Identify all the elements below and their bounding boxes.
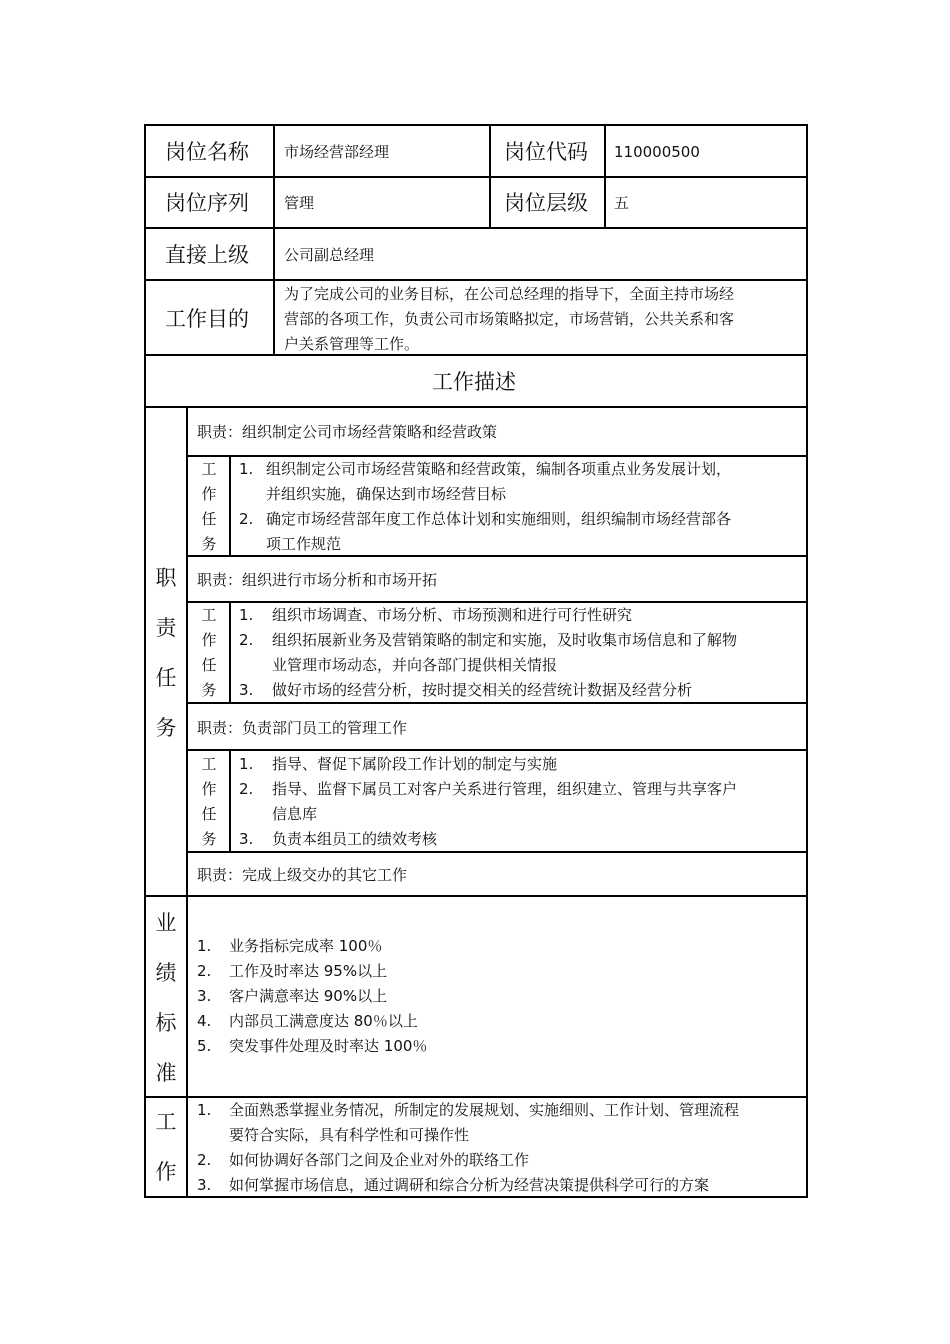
- task-line: 项工作规范: [266, 535, 342, 553]
- purpose-line: 户关系管理等工作。: [284, 335, 420, 353]
- post-code-label: 岗位代码: [504, 140, 588, 164]
- performance-side-label: 业 绩 标 准: [155, 911, 177, 1085]
- difficulty-line: 如何掌握市场信息，通过调研和综合分析为经营决策提供科学可行的方案: [229, 1176, 710, 1194]
- performance-number: 4.: [197, 1012, 212, 1030]
- table-border: [273, 124, 275, 356]
- post-name-value: 市场经营部经理: [284, 143, 390, 161]
- performance-item: 工作及时率达 95%以上: [229, 962, 388, 980]
- table-border: [186, 702, 808, 704]
- task-line: 信息库: [272, 805, 318, 823]
- work-description-title: 工作描述: [432, 370, 516, 394]
- table-border: [144, 124, 146, 1198]
- task-number: 2.: [239, 780, 254, 798]
- table-border: [806, 124, 808, 1198]
- task-number: 3.: [239, 681, 254, 699]
- table-border: [144, 1096, 808, 1098]
- duty-title: 职责：组织制定公司市场经营策略和经营政策: [197, 423, 498, 441]
- post-seq-value: 管理: [284, 194, 315, 212]
- task-label: 工 作 任 务: [201, 460, 217, 553]
- performance-number: 5.: [197, 1037, 212, 1055]
- post-name-label: 岗位名称: [165, 140, 249, 164]
- table-border: [186, 749, 808, 751]
- task-label: 工 作 任 务: [201, 606, 217, 699]
- difficulty-number: 2.: [197, 1151, 212, 1169]
- table-border: [144, 1196, 808, 1198]
- task-line: 确定市场经营部年度工作总体计划和实施细则，组织编制市场经营部各: [266, 510, 732, 528]
- table-border: [489, 124, 491, 229]
- table-border: [144, 354, 808, 356]
- task-line: 组织拓展新业务及营销策略的制定和实施，及时收集市场信息和了解物: [272, 631, 738, 649]
- table-border: [144, 176, 808, 178]
- purpose-label: 工作目的: [165, 307, 249, 331]
- difficulty-number: 1.: [197, 1101, 212, 1119]
- superior-label: 直接上级: [165, 243, 249, 267]
- table-border: [186, 555, 808, 557]
- table-border: [229, 455, 231, 557]
- task-line: 业管理市场动态，并向各部门提供相关情报: [272, 656, 558, 674]
- performance-item: 业务指标完成率 100％: [229, 937, 383, 955]
- difficulty-line: 要符合实际，具有科学性和可操作性: [229, 1126, 470, 1144]
- table-border: [604, 124, 606, 229]
- performance-number: 2.: [197, 962, 212, 980]
- duties-side-label: 职 责 任 务: [155, 566, 177, 740]
- task-line: 组织制定公司市场经营策略和经营政策，编制各项重点业务发展计划，: [266, 460, 732, 478]
- difficulty-line: 如何协调好各部门之间及企业对外的联络工作: [229, 1151, 530, 1169]
- superior-value: 公司副总经理: [284, 246, 375, 264]
- task-line: 指导、督促下属阶段工作计划的制定与实施: [272, 755, 558, 773]
- table-border: [229, 601, 231, 704]
- difficulties-side-label: 工 作: [155, 1110, 177, 1184]
- performance-number: 1.: [197, 937, 212, 955]
- performance-item: 内部员工满意度达 80％以上: [229, 1012, 418, 1030]
- task-line: 指导、监督下属员工对客户关系进行管理，组织建立、管理与共享客户: [272, 780, 738, 798]
- post-code-value: 110000500: [614, 143, 700, 161]
- task-number: 2.: [239, 510, 254, 528]
- post-level-label: 岗位层级: [504, 191, 588, 215]
- table-border: [144, 227, 808, 229]
- task-number: 1.: [239, 460, 254, 478]
- table-border: [144, 895, 808, 897]
- task-number: 2.: [239, 631, 254, 649]
- post-seq-label: 岗位序列: [165, 191, 249, 215]
- task-label: 工 作 任 务: [201, 755, 217, 848]
- performance-item: 突发事件处理及时率达 100％: [229, 1037, 428, 1055]
- task-line: 做好市场的经营分析，按时提交相关的经营统计数据及经营分析: [272, 681, 693, 699]
- purpose-line: 营部的各项工作，负责公司市场策略拟定，市场营销，公共关系和客: [284, 310, 735, 328]
- performance-item: 客户满意率达 90%以上: [229, 987, 388, 1005]
- difficulty-line: 全面熟悉掌握业务情况，所制定的发展规划、实施细则、工作计划、管理流程: [229, 1101, 740, 1119]
- table-border: [186, 601, 808, 603]
- performance-number: 3.: [197, 987, 212, 1005]
- post-level-value: 五: [614, 194, 630, 212]
- table-border: [186, 406, 188, 1198]
- purpose-line: 为了完成公司的业务目标，在公司总经理的指导下，全面主持市场经: [284, 285, 735, 303]
- table-border: [186, 455, 808, 457]
- table-border: [186, 851, 808, 853]
- task-line: 负责本组员工的绩效考核: [272, 830, 438, 848]
- table-border: [144, 279, 808, 281]
- task-line: 组织市场调查、市场分析、市场预测和进行可行性研究: [272, 606, 633, 624]
- duty-title: 职责：负责部门员工的管理工作: [197, 719, 408, 737]
- table-border: [144, 406, 808, 408]
- difficulty-number: 3.: [197, 1176, 212, 1194]
- task-number: 1.: [239, 606, 254, 624]
- table-border: [229, 749, 231, 853]
- task-number: 3.: [239, 830, 254, 848]
- task-line: 并组织实施，确保达到市场经营目标: [266, 485, 507, 503]
- duty-title: 职责：组织进行市场分析和市场开拓: [197, 571, 438, 589]
- task-number: 1.: [239, 755, 254, 773]
- duty-title: 职责：完成上级交办的其它工作: [197, 866, 408, 884]
- table-border: [144, 124, 808, 126]
